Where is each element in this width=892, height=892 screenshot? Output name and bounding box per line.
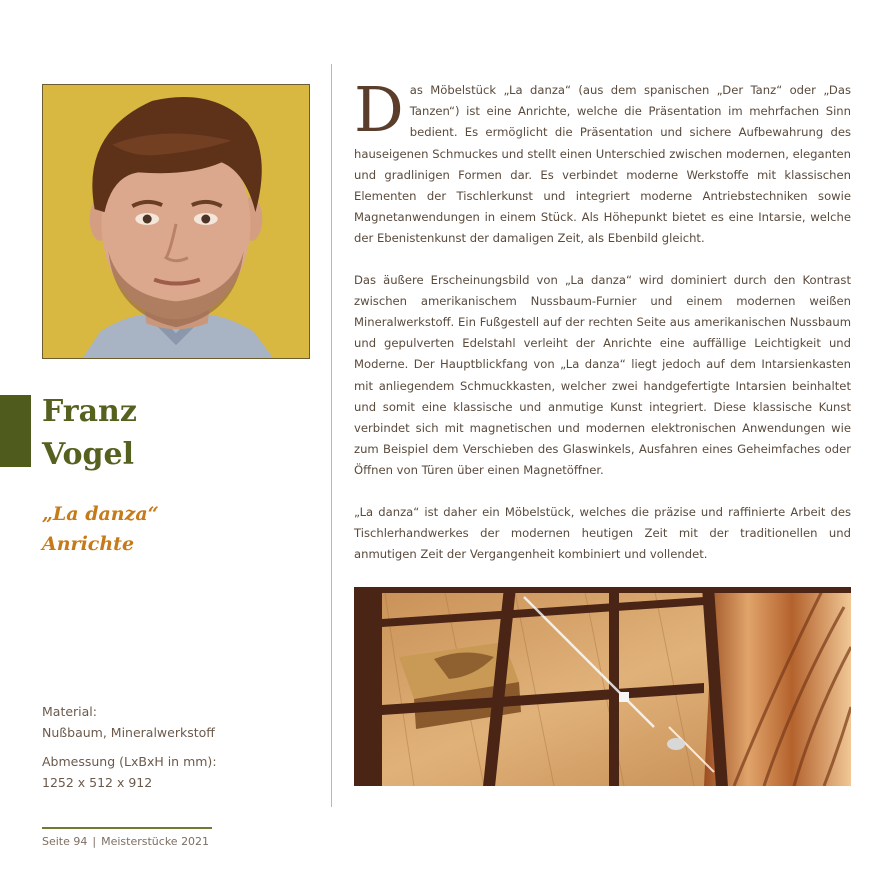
furniture-photo: [354, 587, 851, 786]
material-label: Material:: [42, 704, 97, 719]
specifications: [42, 701, 312, 793]
article-paragraph-3: „La danza“ ist daher ein Möbelstück, welches die präzise und raffinierte Arbeit des Tischlerhandwerkes der modernen heutigen Zeit mit der traditionellen und anmutigen Zeit der Vergangenheit kombiniert und vollendet.: [354, 504, 851, 562]
page-footer: [42, 835, 209, 848]
page-number: Seite 94: [42, 835, 88, 848]
drop-cap: D: [354, 73, 404, 146]
footer-rule: [42, 827, 212, 829]
work-title: [42, 499, 159, 559]
work-title-line2: Anrichte: [42, 533, 135, 555]
author-last-name: Vogel: [42, 437, 134, 472]
dimensions-label: Abmessung (LxBxH in mm):: [42, 754, 217, 769]
accent-bar: [0, 395, 31, 467]
author-name: [42, 390, 137, 476]
footer-separator: |: [92, 835, 97, 848]
article-paragraph-2: Das äußere Erscheinungsbild von „La danza“ wird dominiert durch den Kontrast zwischen amerikanischem Nussbaum-Furnier und einem modernen weißen Mineralwerkstoff. Ein Fußgestell auf der rechten Seite aus amerikanischen Nussbaum und gepulverten Edelstahl verleiht der Anrichte eine auffällige Leichtigkeit und Moderne. Der Hauptblickfang von „La danza“ liegt jedoch auf dem Intarsienkasten mit anliegendem Schmuckkasten, welcher zwei handgefertigte Intarsien beinhaltet und somit eine klassische und anmutige Kunst integriert. Diese klassische Kunst verbindet sich mit magnetischen und modernen elektronischen Anwendungen wie zum Beispiel dem Verschieben des Glaswinkels, Ausfahren eines Geheimfaches oder Öffnen von Türen über einen Magnetöffner.: [354, 272, 851, 478]
publication-name: Meisterstücke 2021: [101, 835, 210, 848]
article-paragraph-1: [354, 73, 851, 250]
material-value: Nußbaum, Mineralwerkstoff: [42, 725, 215, 740]
author-first-name: Franz: [42, 394, 137, 429]
column-divider: [331, 64, 332, 807]
dimensions-value: 1252 x 512 x 912: [42, 775, 153, 790]
portrait-illustration: [43, 85, 309, 358]
furniture-illustration: [354, 587, 851, 786]
article-body: [354, 73, 851, 585]
portrait-photo: [42, 84, 310, 359]
work-title-line1: „La danza“: [42, 503, 159, 525]
article-paragraph-1-text: as Möbelstück „La danza“ (aus dem spanischen „Der Tanz“ oder „Das Tanzen“) ist eine Anrichte, welche die Präsentation im mehrfachen Sinn bedient. Es ermöglicht die Präsentation und sichere Aufbewahrung des hauseigenen Schmuckes und stellt einen Unterschied zwischen modernen, eleganten und gradlinigen Formen dar. Es verbindet moderne Werkstoffe mit klassischen Elementen der Tischlerkunst und integriert moderne Antriebstechniken sowie Magnetanwendungen in einem Stück. Als Höhepunkt bietet es eine Intarsie, welche der Ebenistenkunst der damaligen Zeit, als Ebenbild gleicht.: [354, 83, 851, 246]
